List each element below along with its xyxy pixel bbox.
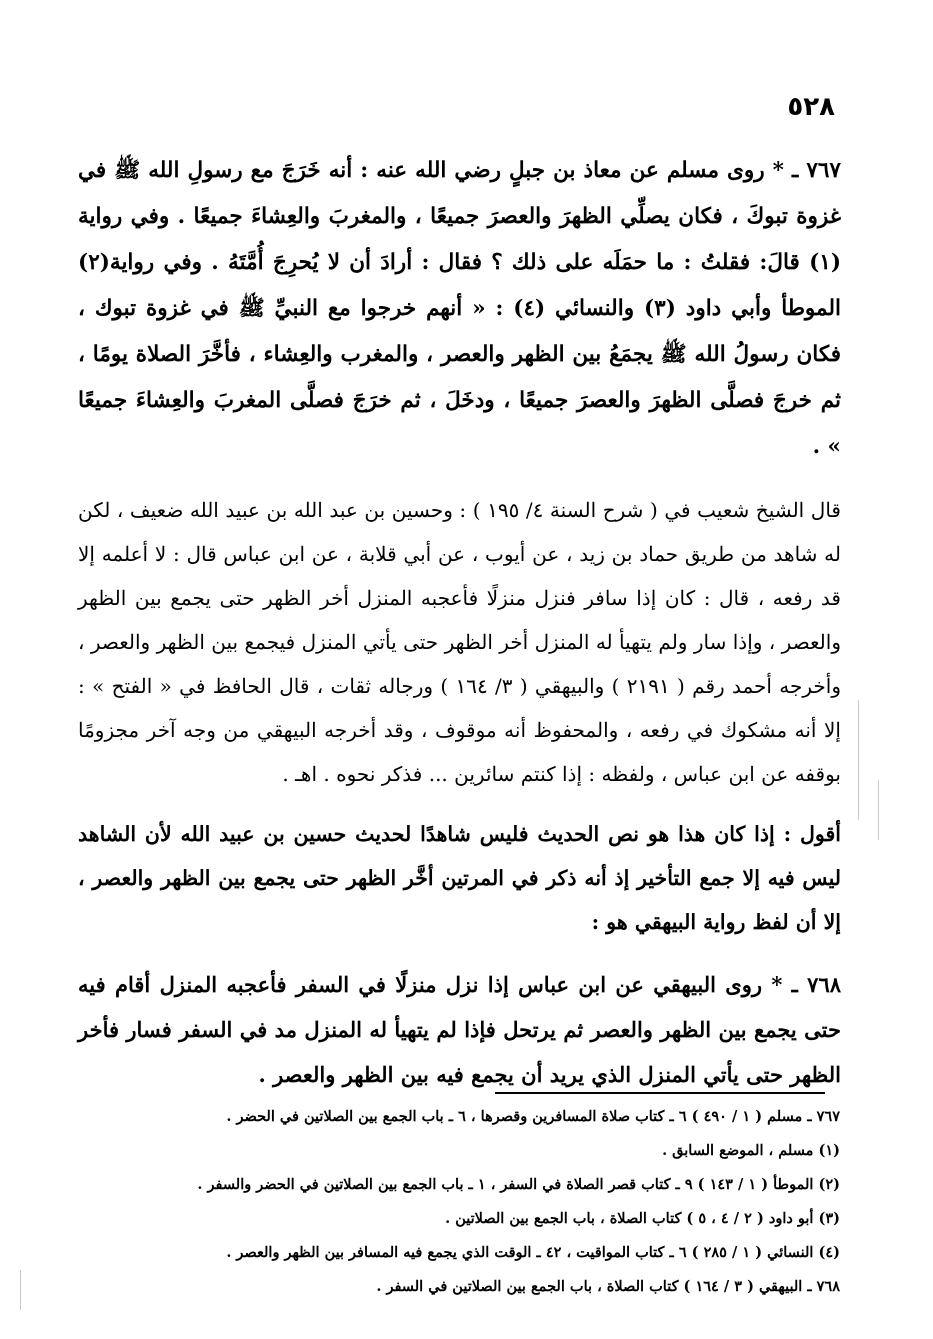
hadith-767 xyxy=(78,148,841,470)
scan-artifact xyxy=(878,780,879,840)
footnotes xyxy=(120,1100,840,1304)
hadith-768-text: * روى البيهقي عن ابن عباس إذا نزل منزلًا في السفر فأعجبه المنزل أقام فيه حتى يجمع بين الظهر والعصر ثم يرتحل فإذا لم يتهيأ له المنزل مد في السفر فسار فأخر الظهر حتى يأتي المنزل الذي يريد أن يجمع فيه بين الظهر والعصر . xyxy=(78,972,841,1087)
footnote-2: (٢) الموطأ ( ١ / ١٤٣ ) ٩ ـ كتاب قصر الصلاة في السفر ، ١ ـ باب الجمع بين الصلاتين في الحضر والسفر . xyxy=(197,1176,840,1193)
hadith-768 xyxy=(78,962,841,1097)
scan-artifact xyxy=(20,1270,21,1310)
footnote-3: (٣) أبو داود ( ٢ / ٤ ، ٥ ) كتاب الصلاة ، باب الجمع بين الصلاتين . xyxy=(445,1210,840,1227)
footnote-4: (٤) النسائي ( ١ / ٢٨٥ ) ٦ ـ كتاب المواقيت ، ٤٢ ـ الوقت الذي يجمع فيه المسافر بين الظهر والعصر . xyxy=(226,1244,840,1261)
comment-text: : إذا كان هذا هو نص الحديث فليس شاهدًا لحديث حسين بن عبيد الله لأن الشاهد ليس فيه إلا جمع التأخير إذ أنه ذكر في المرتين أخَّر الظهر حتى يجمع بين الظهر والعصر ، إلا أن لفظ رواية البيهقي هو : xyxy=(78,822,841,934)
note-shuaib: قال الشيخ شعيب في ( شرح السنة ٤/ ١٩٥ ) : وحسين بن عبد الله بن عبيد الله ضعيف ، لكن له شاهد من طريق حماد بن زيد ، عن أيوب ، عن أبي قلابة ، عن ابن عباس قال : لا أعلمه إلا قد رفعه ، قال : كان إذا سافر فنزل منزلًا فأعجبه المنزل أخر الظهر حتى يجمع بين الظهر والعصر ، وإذا سار ولم يتهيأ له المنزل أخر الظهر حتى يأتي المنزل فيجمع بين الظهر والعصر ، وأخرجه أحمد رقم ( ٢١٩١ ) والبيهقي ( ٣/ ١٦٤ ) ورجاله ثقات ، قال الحافظ في « الفتح » : إلا أنه مشكوك في رفعه ، والمحفوظ أنه موقوف ، وقد أخرجه البيهقي من وجه آخر مجزومًا بوقفه عن ابن عباس ، ولفظه : إذا كنتم سائرين ... فذكر نحوه . اهـ . xyxy=(78,498,841,786)
footnote-1: (١) مسلم ، الموضع السابق . xyxy=(662,1142,840,1159)
page-number: ٥٢٨ xyxy=(787,92,835,122)
hadith-767-text: * روى مسلم عن معاذ بن جبلٍ رضي الله عنه : أنه خَرَجَ مع رسولِ الله ﷺ في غزوة تبوكَ ، فكان يصلِّي الظهرَ والعصرَ جميعًا ، والمغربَ والعِشاءَ جميعًا . وفي رواية (١) قالَ: فقلتُ : ما حمَلَه على ذلك ؟ فقال : أرادَ أن لا يُحرِجَ أُمَّتَهُ . وفي رواية(٢) الموطأ وأبي داود (٣) والنسائي (٤) : « أنهم خرجوا مع النبيِّ ﷺ في غزوة تبوك ، فكان رسولُ الله ﷺ يجمَعُ بين الظهر والعصر ، والمغرب والعِشاء ، فأخَّرَ الصلاة يومًا ، ثم خرجَ فصلَّى الظهرَ والعصرَ جميعًا ، ودخَلَ ، ثم خرَجَ فصلَّى المغربَ والعِشاءَ جميعًا » . xyxy=(78,158,841,459)
scan-artifact xyxy=(858,700,859,820)
footnote-768: ٧٦٨ ـ البيهقي ( ٣ / ١٦٤ ) كتاب الصلاة ، باب الجمع بين الصلاتين في السفر . xyxy=(376,1278,840,1295)
comment-lead-word: أقول xyxy=(800,822,841,846)
footnote-divider xyxy=(495,1092,825,1094)
hadith-768-number: ٧٦٨ ـ xyxy=(791,972,842,997)
hadith-767-number: ٧٦٧ ـ xyxy=(791,158,841,183)
footnote-767: ٧٦٧ ـ مسلم ( ١ / ٤٩٠ ) ٦ ـ كتاب صلاة المسافرين وقصرها ، ٦ ـ باب الجمع بين الصلاتين في الحضر . xyxy=(226,1108,840,1125)
main-text xyxy=(78,148,841,1097)
author-comment xyxy=(78,812,841,944)
